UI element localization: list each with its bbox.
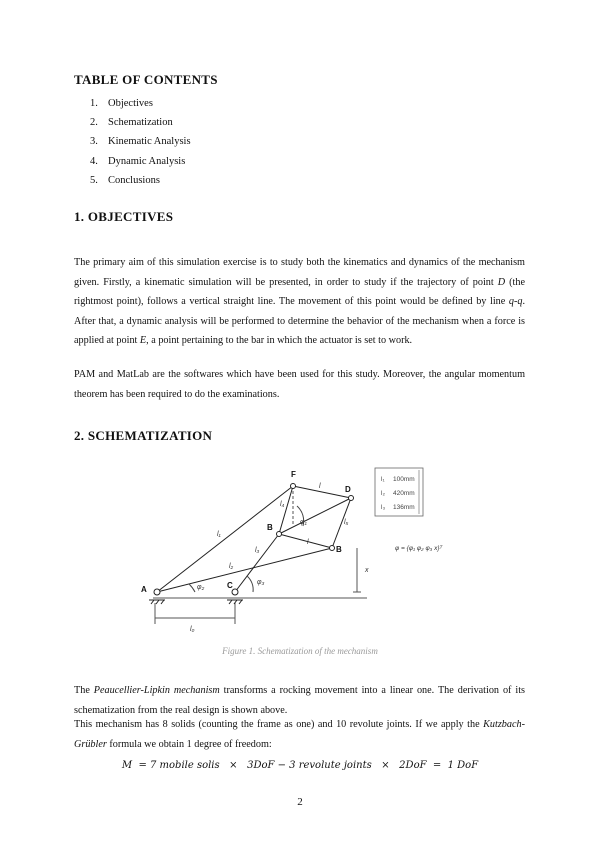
label-a: A <box>141 585 147 594</box>
toc-item-label: Objectives <box>108 98 153 109</box>
toc-item[interactable]: 1. Objectives <box>90 98 153 109</box>
toc-item-label: Conclusions <box>108 174 160 186</box>
support-c-icon <box>227 600 243 604</box>
svg-text:l₂: l₂ <box>381 490 385 497</box>
label-l4: l₄ <box>280 501 285 508</box>
toc-item[interactable]: 3. Kinematic Analysis <box>90 136 191 148</box>
toc-title: TABLE OF CONTENTS <box>74 72 218 87</box>
link-f-d <box>293 486 351 498</box>
label-phi2: φ₂ <box>197 584 205 591</box>
label-l1: l₁ <box>217 531 221 538</box>
link-b-d <box>279 498 351 534</box>
label-l: l <box>319 483 321 490</box>
label-x: x <box>365 567 369 574</box>
toc-item[interactable]: 5. Conclusions <box>90 174 160 186</box>
label-phi3: φ₃ <box>257 579 265 586</box>
joint-b-lower <box>330 546 335 551</box>
svg-text:l₃: l₃ <box>381 504 386 511</box>
objectives-paragraph-2: PAM and MatLab are the softwares which have been used for this study. Moreover, the angular momentum theorem has been required to do the examinations. <box>74 369 525 400</box>
label-d: D <box>345 485 351 494</box>
label-phi1: φ₁ <box>300 519 307 526</box>
svg-text:420mm: 420mm <box>393 490 415 497</box>
label-l-small: l <box>307 539 309 546</box>
toc-item[interactable]: 2. Schematization <box>90 117 173 129</box>
link-a-b <box>157 548 332 592</box>
joint-a <box>154 589 160 595</box>
coordinate-vector-label: φ = {φ₁ φ₂ φ₃ x}ᵀ <box>395 545 443 552</box>
angle-arc-phi3 <box>247 576 253 592</box>
joint-b-upper <box>277 532 282 537</box>
objectives-paragraph-1: The primary aim of this simulation exercise is to study both the kinematics and dynamics of the mechanism given. Firstly, a kinematic simulation will be presented, in order to study if the trajectory of point D (the rightmost point), follows a vertical straight line. The movement of this point would be defined by line q-q. After that, a dynamic analysis will be performed to determine the behavior of the mechanism when a force is applied at point E, a point pertaining to the bar in which the actuator is set to work. <box>74 257 525 347</box>
joint-c <box>232 589 238 595</box>
link-b-b <box>279 534 332 548</box>
support-a-icon <box>149 600 165 604</box>
link-a-f <box>157 486 293 592</box>
svg-text:l₁: l₁ <box>381 476 385 483</box>
toc-item-label: Schematization <box>108 117 173 129</box>
table-of-contents <box>90 94 191 190</box>
schematization-paragraph-2: This mechanism has 8 solids (counting the frame as one) and 10 revolute joints. If we apply the Kutzbach-Grübler formula we obtain 1 degree of freedom: <box>74 719 525 750</box>
label-f: F <box>291 470 296 479</box>
label-c: C <box>227 581 233 590</box>
label-l3: l₃ <box>255 547 260 554</box>
label-l0: l₀ <box>190 626 195 633</box>
svg-text:136mm: 136mm <box>393 504 415 511</box>
mechanism-figure <box>135 460 495 638</box>
schematization-heading: 2. SCHEMATIZATION <box>74 428 213 443</box>
label-b-lower: B <box>336 545 342 554</box>
mobility-formula: M = 7 mobile solis × 3DoF − 3 revolute joints × 2DoF = 1 DoF <box>121 760 479 771</box>
schematization-paragraph-1: The Peaucellier-Lipkin mechanism transforms a rocking movement into a linear one. The derivation of its schematization from the real design is shown above. <box>74 685 526 716</box>
toc-item[interactable]: 4. Dynamic Analysis <box>90 155 186 167</box>
label-b-upper: B <box>267 523 273 532</box>
joint-f <box>291 484 296 489</box>
dimension-table <box>375 468 423 516</box>
svg-text:100mm: 100mm <box>393 476 415 483</box>
objectives-heading: 1. OBJECTIVES <box>74 209 174 224</box>
link-f-b <box>279 486 293 534</box>
angle-arc-phi2 <box>189 584 195 592</box>
label-l5: l₅ <box>344 519 349 526</box>
figure-caption: Figure 1. Schematization of the mechanism <box>222 646 378 656</box>
toc-item-label: Kinematic Analysis <box>108 136 191 148</box>
page-number: 2 <box>297 796 303 808</box>
toc-item-label: Dynamic Analysis <box>108 155 186 167</box>
label-l2: l₂ <box>229 563 234 570</box>
joint-d <box>349 496 354 501</box>
